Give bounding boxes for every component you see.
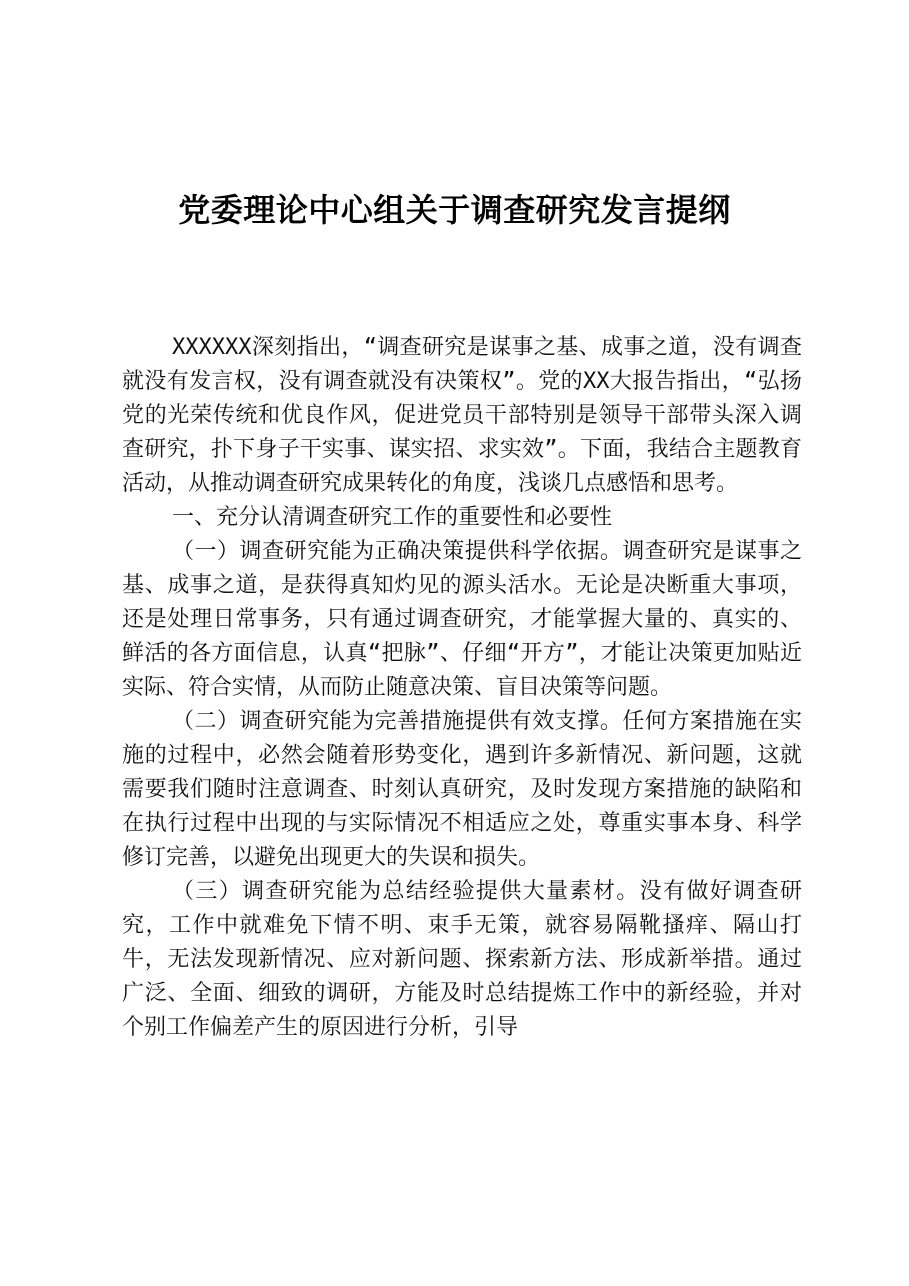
intro-paragraph: XXXXXX深刻指出，“调查研究是谋事之基、成事之道，没有调查就没有发言权，没有调查就没有决策权”。党的XX大报告指出，“弘扬党的光荣传统和优良作风，促进党员干部特别是领导干部带头深入调查研究，扑下身子干实事、谋实招、求实效”。下面，我结合主题教育活动，从推动调查研究成果转化的角度，浅谈几点感悟和思考。 (122, 335, 802, 496)
subsection-paragraph-1: （一）调查研究能为正确决策提供科学依据。调查研究是谋事之基、成事之道，是获得真知灼见的源头活水。无论是决断重大事项，还是处理日常事务，只有通过调查研究，才能掌握大量的、真实的、鲜活的各方面信息，认真“把脉”、仔细“开方”，才能让决策更加贴近实际、符合实情，从而防止随意决策、盲目决策等问题。 (122, 539, 802, 700)
document-title: 党委理论中心组关于调查研究发言提纲 (178, 191, 731, 229)
subsection-paragraph-3: （三）调查研究能为总结经验提供大量素材。没有做好调查研究，工作中就难免下情不明、束手无策，就容易隔靴搔痒、隔山打牛，无法发现新情况、应对新问题、探索新方法、形成新举措。通过广泛、全面、细致的调研，方能及时总结提炼工作中的新经验，并对个别工作偏差产生的原因进行分析，引导 (122, 879, 802, 1040)
section-heading-1: 一、充分认清调查研究工作的重要性和必要性 (172, 505, 613, 530)
subsection-paragraph-2: （二）调查研究能为完善措施提供有效支撑。任何方案措施在实施的过程中，必然会随着形势变化，遇到许多新情况、新问题，这就需要我们随时注意调查、时刻认真研究，及时发现方案措施的缺陷和在执行过程中出现的与实际情况不相适应之处，尊重实事本身、科学修订完善，以避免出现更大的失误和损失。 (122, 709, 802, 870)
document-body (122, 331, 802, 1045)
